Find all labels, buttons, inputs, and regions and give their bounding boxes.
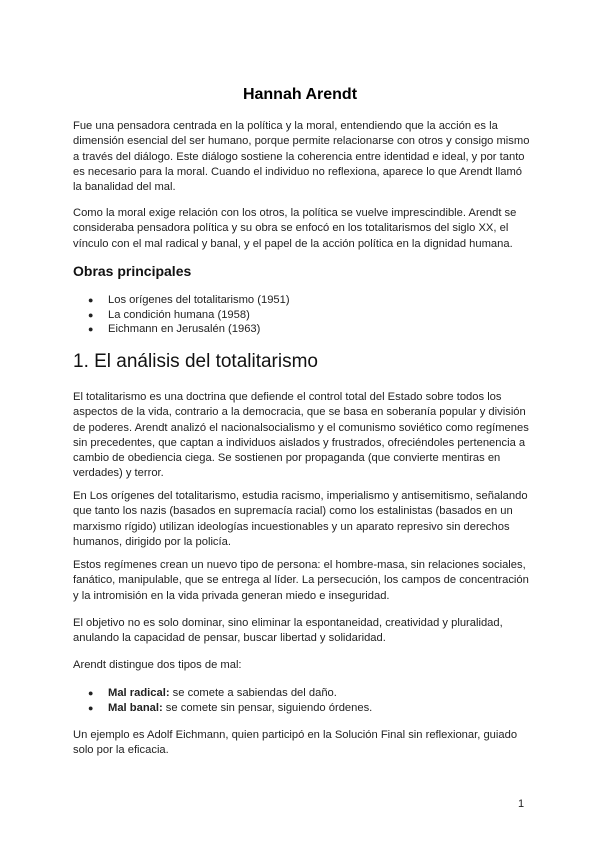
list-item: ● Mal radical: se comete a sabiendas del daño. (88, 687, 337, 699)
bullet-icon: ● (88, 688, 94, 698)
section-1-paragraph-4: El objetivo no es solo dominar, sino eliminar la espontaneidad, creatividad y pluralidad, anulando la capacidad de pensar, buscar libertad y solidaridad. (73, 617, 503, 645)
page-number: 1 (518, 798, 525, 810)
document-title: Hannah Arendt (242, 86, 358, 103)
section-1-paragraph-1: El totalitarismo es una doctrina que defiende el control total del Estado sobre todos los aspectos de la vida, contrario a la democracia, que se basa en soberanía popular y división de poderes. Arendt analizó el nacionalsocialismo y el comunismo soviético como regímenes sin precedentes, que captan a individuos aislados y frustrados, ofreciéndoles pertenencia a cambio de obediencia ciega. Se sostienen por propaganda (que convierte mentiras en verdades) y terror. (73, 391, 529, 480)
bullet-icon: ● (88, 702, 94, 713)
section-1-closing: Un ejemplo es Adolf Eichmann, quien participó en la Solución Final sin reflexionar, guiado solo por la eficacia. (73, 729, 518, 757)
bullet-icon: ● (88, 295, 94, 305)
list-item: ● La condición humana (1958) (88, 308, 250, 321)
evil-term: Mal radical: (108, 687, 170, 699)
list-item: ● Eichmann en Jerusalén (1963) (88, 323, 261, 335)
section-1-paragraph-5: Arendt distingue dos tipos de mal: (73, 659, 242, 671)
section-1-paragraph-2: En Los orígenes del totalitarismo, estudia racismo, imperialismo y antisemitismo, señalando que tanto los nazis (basados en supremacía racial) como los estalinistas (basados en un marxismo rígido) utilizan ideologías incuestionables y un aparato represivo sin derechos humanos, dirigido por la policía. (73, 490, 528, 548)
works-list (73, 293, 533, 337)
list-item: ● Mal banal: se comete sin pensar, siguiendo órdenes. (88, 701, 373, 714)
section-1-heading: 1. El análisis del totalitarismo (73, 351, 318, 372)
evil-types-list (73, 686, 533, 715)
intro-paragraph-2: Como la moral exige relación con los otros, la política se vuelve imprescindible. Arendt se consideraba pensadora política y su obra se enfocó en los totalitarismos del siglo XX, el vínculo con el mal radical y banal, y el papel de la acción política en la dignidad humana. (73, 207, 517, 250)
intro-paragraph-1: Fue una pensadora centrada en la política y la moral, entendiendo que la acción es la dimensión esencial del ser humano, porque permite relacionarse con otros y consigo mismo a través del diálogo. Este diálogo sostiene la coherencia entre identidad e ideal, y por tanto es necesario para la moral. Cuando el individuo no reflexiona, aparece lo que Arendt llamó la banalidad del mal. (73, 120, 530, 194)
works-heading: Obras principales (73, 263, 192, 279)
list-item: ● Los orígenes del totalitarismo (1951) (88, 294, 290, 306)
evil-term: Mal banal: (108, 701, 163, 714)
bullet-icon: ● (88, 324, 94, 334)
section-1-paragraph-3: Estos regímenes crean un nuevo tipo de persona: el hombre-masa, sin relaciones sociales, fanático, manipulable, que se entrega al líder. La persecución, los campos de concentración y la intromisión en la vida privada generan miedo e inseguridad. (73, 559, 529, 602)
bullet-icon: ● (88, 309, 94, 320)
